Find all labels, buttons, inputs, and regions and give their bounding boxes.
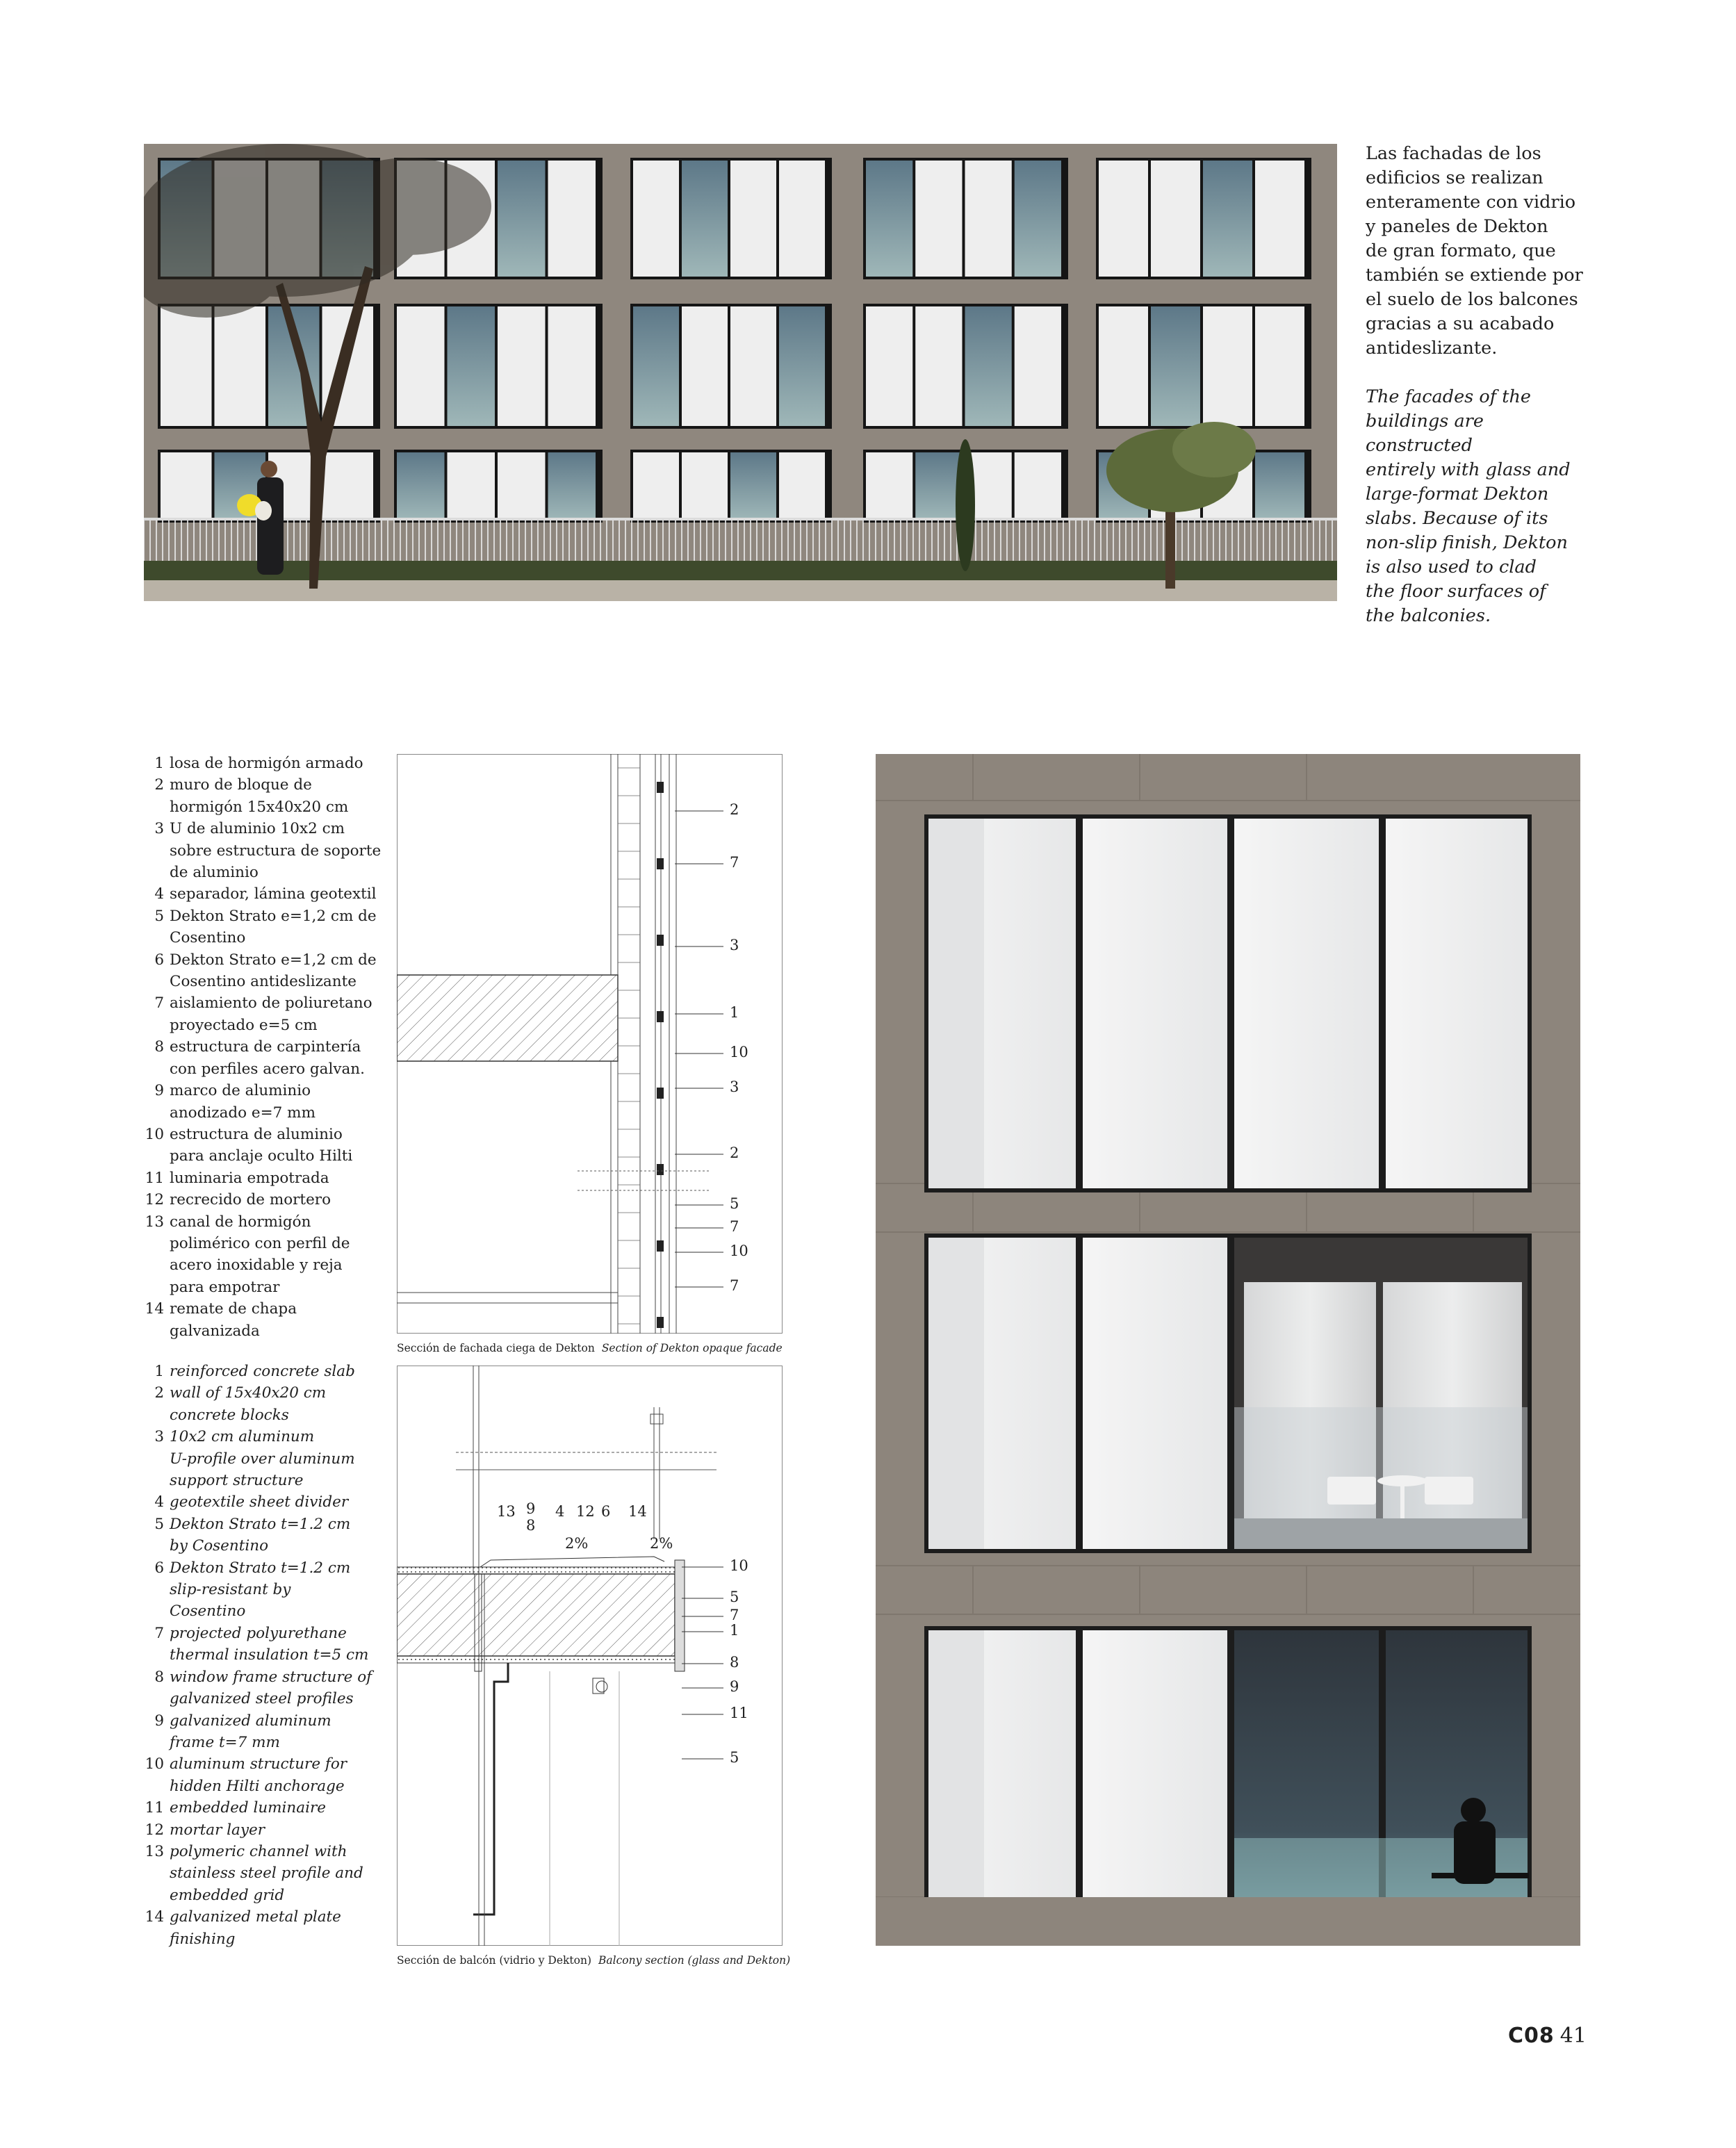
caption-line: large-format Dekton: [1366, 484, 1549, 505]
legend-text: aislamiento de poliuretano: [170, 994, 372, 1012]
caption-line: edificios se realizan: [1366, 167, 1543, 188]
callout-number: 3: [730, 1079, 739, 1095]
caption-line: Las fachadas de los: [1366, 143, 1541, 164]
legend-text: Dekton Strato t=1.2 cm: [170, 1559, 351, 1577]
legend-number: 8: [154, 1668, 164, 1686]
legend-text: luminaria empotrada: [170, 1169, 329, 1187]
callout-number: 13: [497, 1503, 516, 1520]
legend-item: [145, 1211, 388, 1299]
legend-text: Dekton Strato e=1,2 cm de: [170, 951, 377, 969]
legend-item: [145, 1124, 388, 1167]
legend-item: [145, 818, 388, 883]
legend-text: Cosentino: [170, 929, 246, 947]
caption-line: buildings are constructed: [1366, 411, 1484, 456]
legend-text: U de aluminio 10x2 cm: [170, 820, 345, 838]
legend-text: frame t=7 mm: [170, 1733, 280, 1751]
legend-item: [145, 1361, 388, 1382]
legend-text: by Cosentino: [170, 1537, 269, 1555]
legend-number: 13: [145, 1213, 164, 1231]
legend-text: wall of 15x40x20 cm: [170, 1384, 327, 1402]
callout-number: 1: [730, 1004, 739, 1021]
caption-line: entirely with glass and: [1366, 459, 1571, 480]
callout-number: 8: [526, 1517, 536, 1534]
legend-item: [145, 883, 388, 905]
legend-text: Cosentino: [170, 1602, 246, 1621]
legend-text: muro de bloque de: [170, 776, 312, 794]
balcony-section-drawing: [397, 1366, 783, 1946]
legend-item: [145, 1167, 388, 1189]
photo-caption-english: [1366, 385, 1595, 628]
legend-item: [145, 1841, 388, 1906]
legend-item: [145, 1036, 388, 1080]
legend-text: anodizado e=7 mm: [170, 1104, 316, 1122]
legend-text: polymeric channel with: [170, 1842, 347, 1860]
legend-item: [145, 1491, 388, 1513]
legend-text: acero inoxidable y reja: [170, 1256, 343, 1274]
legend-text: con perfiles acero galvan.: [170, 1060, 365, 1078]
legend-number: 14: [145, 1300, 164, 1318]
facade-caption-es: Sección de fachada ciega de Dekton: [397, 1342, 595, 1354]
magazine-code: C08: [1508, 2024, 1555, 2048]
legend-text: de aluminio: [170, 864, 259, 882]
legend-number: 2: [154, 1384, 164, 1402]
balcony-caption-en: Balcony section (glass and Dekton): [598, 1954, 791, 1967]
legend-item: [145, 774, 388, 818]
callout-number: 6: [601, 1503, 611, 1520]
callout-number: 1: [730, 1622, 739, 1639]
caption-line: The facades of the: [1366, 386, 1532, 407]
legend-number: 7: [154, 1624, 164, 1642]
legend-item: [145, 1819, 388, 1841]
legend-text: galvanized metal plate: [170, 1908, 341, 1926]
legend-text: recrecido de mortero: [170, 1191, 331, 1209]
building-facade-photo: [144, 144, 1337, 601]
legend-text: U-profile over aluminum: [170, 1450, 355, 1468]
legend-number: 2: [154, 776, 164, 794]
callout-number: 2: [730, 801, 739, 818]
legend-number: 4: [154, 1493, 164, 1511]
legend-text: window frame structure of: [170, 1668, 372, 1686]
legend-text: galvanized steel profiles: [170, 1690, 354, 1708]
caption-line: is also used to clad: [1366, 557, 1537, 577]
legend-text: 10x2 cm aluminum: [170, 1428, 315, 1446]
callout-number: 11: [730, 1705, 748, 1721]
legend-text: finishing: [170, 1930, 236, 1948]
legend-item: [145, 1080, 388, 1124]
callout-number: 10: [730, 1044, 748, 1060]
legend-number: 12: [145, 1821, 164, 1839]
caption-line: también se extiende por: [1366, 265, 1583, 286]
caption-line: slabs. Because of its: [1366, 508, 1548, 529]
legend-item: [145, 1298, 388, 1342]
caption-line: el suelo de los balcones: [1366, 289, 1578, 310]
callout-number: 10: [730, 1557, 748, 1574]
callout-number: 9: [526, 1500, 536, 1517]
legend-english: [145, 1361, 388, 1950]
legend-text: stainless steel profile and: [170, 1864, 363, 1883]
callout-number: 5: [730, 1589, 739, 1605]
caption-line: the floor surfaces of: [1366, 581, 1546, 602]
legend-text: galvanized aluminum: [170, 1712, 331, 1730]
legend-text: para empotrar: [170, 1278, 280, 1296]
legend-text: polimérico con perfil de: [170, 1234, 350, 1252]
facade-section-caption: [397, 1342, 783, 1354]
legend-number: 11: [145, 1799, 164, 1817]
legend-number: 13: [145, 1842, 164, 1860]
legend-text: geotextile sheet divider: [170, 1493, 349, 1511]
legend-text: estructura de aluminio: [170, 1125, 343, 1143]
legend-text: sobre estructura de soporte: [170, 842, 382, 860]
callout-number: 8: [730, 1654, 739, 1671]
callout-number: 12: [576, 1503, 595, 1520]
legend-text: embedded grid: [170, 1886, 285, 1904]
callout-number: 7: [730, 854, 739, 871]
callout-number: 7: [730, 1218, 739, 1235]
legend-number: 9: [154, 1082, 164, 1100]
callout-number: 5: [730, 1195, 739, 1212]
caption-line: de gran formato, que: [1366, 240, 1556, 261]
page-folio: [1508, 2024, 1587, 2048]
callout-number: 4: [555, 1503, 565, 1520]
legend-text: hidden Hilti anchorage: [170, 1777, 345, 1795]
callout-number: 2: [730, 1145, 739, 1161]
legend-text: losa de hormigón armado: [170, 755, 363, 772]
legend-number: 6: [154, 951, 164, 969]
legend-item: [145, 1623, 388, 1666]
legend-number: 14: [145, 1908, 164, 1926]
legend-item: [145, 949, 388, 993]
legend-text: reinforced concrete slab: [170, 1363, 355, 1380]
legend-text: projected polyurethane: [170, 1624, 347, 1642]
legend-item: [145, 1797, 388, 1819]
legend-text: aluminum structure for: [170, 1755, 347, 1773]
callout-number: 9: [730, 1678, 739, 1695]
legend-item: [145, 1906, 388, 1950]
legend-text: mortar layer: [170, 1821, 265, 1839]
legend-item: [145, 1189, 388, 1211]
legend-text: support structure: [170, 1472, 304, 1490]
facade-caption-en: Section of Dekton opaque facade: [601, 1342, 783, 1354]
caption-line: enteramente con vidrio: [1366, 192, 1576, 213]
legend-item: [145, 992, 388, 1036]
caption-line: the balconies.: [1366, 605, 1491, 626]
facade-section-drawing: [397, 754, 783, 1334]
callout-number: 5: [730, 1749, 739, 1766]
callout-number: 2%: [650, 1535, 673, 1552]
legend-number: 1: [154, 755, 164, 772]
legend-text: Dekton Strato t=1.2 cm: [170, 1515, 351, 1533]
legend-number: 8: [154, 1038, 164, 1056]
legend-number: 1: [154, 1363, 164, 1380]
photo-caption-spanish: [1366, 142, 1595, 361]
legend-text: concrete blocks: [170, 1406, 289, 1424]
legend-number: 5: [154, 907, 164, 925]
legend-item: [145, 1514, 388, 1557]
balcony-section-caption: [397, 1954, 790, 1967]
legend-text: canal de hormigón: [170, 1213, 311, 1231]
legend-number: 3: [154, 820, 164, 838]
legend-text: proyectado e=5 cm: [170, 1016, 318, 1034]
legend-number: 10: [145, 1125, 164, 1143]
caption-line: y paneles de Dekton: [1366, 216, 1548, 237]
callout-number: 7: [730, 1277, 739, 1294]
legend-spanish: [145, 753, 388, 1342]
legend-number: 10: [145, 1755, 164, 1773]
balcony-caption-es: Sección de balcón (vidrio y Dekton): [397, 1954, 591, 1967]
legend-text: remate de chapa: [170, 1300, 297, 1318]
legend-text: Dekton Strato e=1,2 cm de: [170, 907, 377, 925]
page-number: 41: [1559, 2024, 1587, 2048]
legend-number: 5: [154, 1515, 164, 1533]
legend-item: [145, 1710, 388, 1754]
legend-number: 3: [154, 1428, 164, 1446]
legend-number: 4: [154, 885, 164, 903]
legend-text: separador, lámina geotextil: [170, 885, 377, 903]
callout-number: 14: [628, 1503, 647, 1520]
legend-number: 12: [145, 1191, 164, 1209]
callout-number: 2%: [565, 1535, 589, 1552]
legend-item: [145, 1382, 388, 1426]
legend-text: thermal insulation t=5 cm: [170, 1646, 369, 1664]
legend-text: marco de aluminio: [170, 1082, 311, 1100]
legend-number: 7: [154, 994, 164, 1012]
legend-item: [145, 1753, 388, 1797]
legend-item: [145, 1426, 388, 1491]
caption-line: non-slip finish, Dekton: [1366, 532, 1568, 553]
caption-line: antideslizante.: [1366, 338, 1498, 359]
legend-text: embedded luminaire: [170, 1799, 326, 1817]
legend-number: 9: [154, 1712, 164, 1730]
callout-number: 7: [730, 1607, 739, 1623]
facade-closeup-photo: [876, 754, 1580, 1946]
callout-number: 3: [730, 937, 739, 953]
caption-line: gracias a su acabado: [1366, 313, 1555, 334]
legend-number: 11: [145, 1169, 164, 1187]
legend-text: hormigón 15x40x20 cm: [170, 798, 349, 816]
legend-text: slip-resistant by: [170, 1581, 291, 1599]
legend-number: 6: [154, 1559, 164, 1577]
legend-text: Cosentino antideslizante: [170, 973, 357, 991]
legend-text: para anclaje oculto Hilti: [170, 1147, 353, 1165]
legend-text: estructura de carpintería: [170, 1038, 361, 1056]
legend-item: [145, 1557, 388, 1623]
callout-number: 10: [730, 1243, 748, 1259]
legend-text: galvanizada: [170, 1322, 260, 1340]
legend-item: [145, 905, 388, 949]
legend-item: [145, 753, 388, 774]
legend-item: [145, 1666, 388, 1710]
